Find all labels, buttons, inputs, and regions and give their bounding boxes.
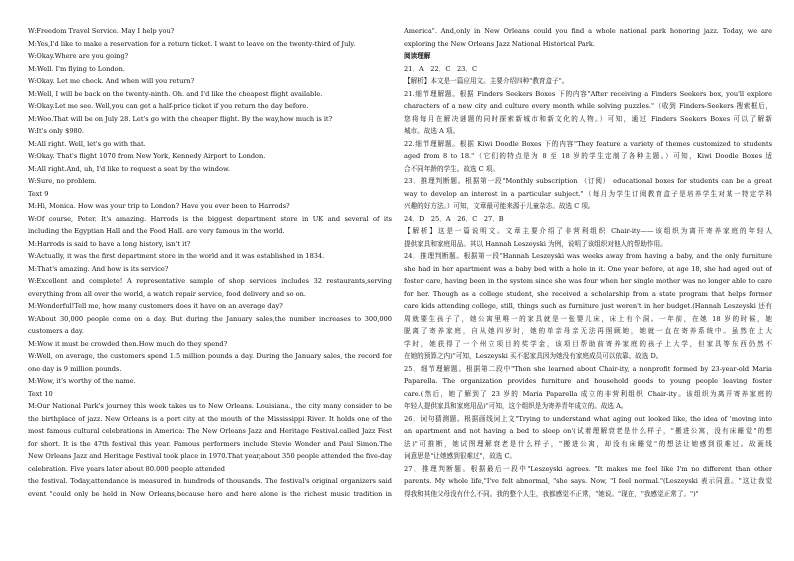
transcript-line: M:All right. Well, let's go with that. <box>28 139 146 148</box>
answer-line: 22.细节理解题。根据 Kiwi Doodle Boxes 下的内容"They feature a variety of themes customized to students <box>404 139 772 148</box>
transcript-line: M:Woo.That will be on July 28. Let's go with the cheaper flight. By the way,how much is it? <box>28 114 333 123</box>
answer-line: 24．推理判断题。根据第一段"Hannah Leszeyski was weeks away from having a baby, and the only furniture <box>404 252 772 260</box>
answer-line: 学时，她获得了一个州立项目的奖学金，该项目帮助前寄养家庭的孩子上大学，但家具等东西仍然不 <box>404 339 772 348</box>
answer-line: 合不同年龄的学生。故选 C 项。 <box>404 164 499 173</box>
transcript-line: M:Wonderful!Tell me, how many customers does it have on an average day? <box>28 302 283 310</box>
answer-line: 兴趣的好方法。）可知，文章最可能来源于儿童杂志。故选 C 项。 <box>404 202 595 210</box>
transcript-line: customers a day. <box>28 327 84 335</box>
transcript-line: one day is 9 million pounds. <box>28 364 122 373</box>
answer-line: 【解析】本文是一篇应用文。主要介绍四种"教育盒子"。 <box>404 77 569 85</box>
answer-line: 周就要生孩子了，她公寓里唯一的家具就是一张婴儿床，床上有个洞。一年前，在她 18 岁的时候，她 <box>404 314 772 323</box>
answer-line: 25．细节理解题。根据第二段中"Then she learned about Chair-ity, a nonprofit formed by 23-year-old Maria <box>404 364 772 373</box>
transcript-line: for short. It is the 47th festival this year. Famous performers include Stevie Wonder and Paul Simon.The <box>28 439 392 448</box>
answer-line: an apartment and not having a bed to sleep on'(试着理解衰老是什么样子，"搬进公寓，没有床睡觉"的想 <box>404 427 772 435</box>
answer-line: foster care, having been in the system since she was four when her single mother was no longer able to care <box>404 277 772 285</box>
listening-transcript-column <box>28 25 392 555</box>
answer-line: care.(然后，她了解到了 23 岁的 Maria Paparella 成立的非营利组织 Chair-ity。该组织为离开寄养家庭的 <box>404 389 772 398</box>
transcript-line: W:Sure, no problem. <box>28 177 97 185</box>
transcript-line: W:Okay.Where are you going? <box>28 52 129 60</box>
answer-line: 26．词句猜测题。根据画线词上文"Trying to understand what aging out looked like, the idea of 'moving into <box>404 414 772 423</box>
transcript-line: M:Wow, it's worthy of the name. <box>28 377 136 385</box>
answer-line: she had in her apartment was a baby bed with a hole in it. One year before, at age 18, she had aged out of <box>404 264 772 273</box>
answer-line: 城市。故选 A 项。 <box>404 127 460 135</box>
answer-line: characters of a new city and culture every month while solving puzzles."（收到 Finders-Seekers 搜索框后， <box>404 102 772 110</box>
transcript-line: event "could only be held in New Orleans,because here and here alone is the richest music tradition in <box>28 489 392 498</box>
transcript-line: W:Well, on average, the customers spend 1.5 million pounds a day. During the January sales, the record for <box>28 352 392 360</box>
answer-line: way to develop an interest in a particular subject."（每月为学生订阅教育盒子是培养学生对某一特定学科 <box>404 189 772 198</box>
answer-line: for her. Though as a college student, she received a scholarship from a state program that helps former <box>404 289 772 298</box>
answer-line: 23．推理判断题。根据第一段"Monthly subscription （订阅） educational boxes for students can be a great <box>404 177 772 185</box>
answer-line: exploring the New Orleans Jazz National Historical Park. <box>404 39 595 48</box>
answer-line: America". And,only in New Orleans could you find a whole national park honoring jazz. Today, we are <box>404 27 772 35</box>
answer-line: 【解析】这是一篇说明文。文章主要介绍了非营利组织 Chair-ity——该组织为离开寄养家庭的年轻人 <box>404 227 772 235</box>
answer-line: care kids attending college, still, things such as furniture just weren't in her budget.(Hannah Leszeyski 还有 <box>404 302 772 310</box>
answer-key-column <box>404 25 772 555</box>
answer-line: 21．A 22．C 23．C <box>404 64 477 73</box>
transcript-line: celebration. Five years later about 80.000 people attended <box>28 464 225 473</box>
transcript-line: M:Our National Park's journey this week takes us to New Orleans. Louisiana., the city many consider to be <box>28 402 392 410</box>
transcript-line: the festival. Today,attendance is measured in hundreds of thousands. The festival's original organizers said <box>28 477 392 485</box>
answer-line: 您将每月在解决谜题的同时探索新城市和新文化的人物。）可知，通过 Finders Seekers Boxes 可以了解新 <box>404 114 772 123</box>
transcript-line: W:About 30,000 people come on a day. But during the January sales,the number increases to 300,000 <box>28 314 392 323</box>
transcript-line: M:All right.And, uh, I'd like to request a seat by the window. <box>28 164 230 173</box>
answer-line: parents. My whole life,"I've felt abnormal, "she says. Now, "I feel normal."(Leszeyski 表示同意。"这让我觉 <box>404 477 772 485</box>
transcript-line: W:It's only $980. <box>28 127 84 135</box>
transcript-line: Text 10 <box>28 389 53 398</box>
transcript-line: M:Wow it must be crowded then.How much do they spend? <box>28 339 228 348</box>
answer-line: 脱离了寄养家庭，自从她四岁时，她的单亲母亲无法再照顾她，她就一直在寄养系统中。虽然在上大 <box>404 327 772 335</box>
transcript-line: M:Well. I'm flying to London. <box>28 64 125 73</box>
answer-line: aged from 8 to 18."（它们的特点是为 8 至 18 岁的学生定制了各种主题。）可知，Kiwi Doodle Boxes 适 <box>404 152 772 160</box>
answer-line: 年轻人提供家具和家庭用品)"可知，这个组织是为寄养青年成立的。故选 A。 <box>404 402 628 410</box>
answer-line: Paparella. The organization provides furniture and household goods to young people leaving foster <box>404 377 772 385</box>
answer-line: 21.细节理解题。根据 Finders Seekers Boxes 下的内容"After receiving a Finders Seekers box, you'll explore <box>404 89 772 98</box>
transcript-line: most famous cultural celebrations in America: The New Orleans Jazz and Heritage Festival.called Jazz Fest <box>28 427 392 435</box>
transcript-line: M:Harrods is said to have a long history, isn't it? <box>28 239 191 248</box>
answer-line: 词意思是"让她感到很难过"，故选 C。 <box>404 452 517 460</box>
transcript-line: M:Well, I will be back on the twenty-ninth. Oh. and I'd like the cheapest flight available. <box>28 89 323 98</box>
answer-line: 阅读理解 <box>404 52 431 60</box>
answer-line: 27．推理判断题。根据最后一段中"Leszeyski agrees. "It makes me feel like I'm no different than other <box>404 464 772 473</box>
transcript-line: M:Hi, Monica. How was your trip to London? Have you ever been to Harrods? <box>28 202 290 210</box>
transcript-line: the birthplace of jazz. New Orleans is a port city at the mouth of the Mississippi River. It holds one of the <box>28 414 392 423</box>
transcript-line: Text 9 <box>28 189 49 198</box>
answer-line: 得我和其他父母没有什么不同。我的整个人生，我都感觉不正常，"她说。"现在，"我感觉正常了。")" <box>404 489 699 498</box>
transcript-line: including the Egyptian Hall and the Food Hall. are very famous in the world. <box>28 227 285 235</box>
transcript-line: New Orleans Jazz and Heritage Festival took place in 1970.That year,about 350 people attended the five-day <box>28 452 392 460</box>
answer-line: 提供家具和家庭用品。其以 Hannah Leszeyski 为例，说明了该组织对他人的帮助作用。 <box>404 239 667 248</box>
answer-line: 在她的预算之内)"可知，Leszeyski 买不起家具因为她没有家庭成员可以依靠。故选 D。 <box>404 352 663 360</box>
answer-line: 24．D 25．A 26．C 27．B <box>404 214 504 223</box>
transcript-line: everything from all over the world, a watch repair service, food delivery and so on. <box>28 289 306 298</box>
transcript-line: W:Freedom Travel Service. May I help you? <box>28 27 175 35</box>
transcript-line: W:Actually, it was the first department store in the world and it was established in 1834. <box>28 252 325 260</box>
answer-line: 法)"可推断，她试图理解衰老是什么样子，"搬进公寓，却没有床睡觉"的想法让她感到很难过。故画线 <box>404 439 772 448</box>
transcript-line: M:That's amazing. And how is its service? <box>28 264 169 273</box>
transcript-line: W:Of course, Peter. It's amazing. Harrods is the biggest department store in UK and several of its <box>28 214 392 223</box>
transcript-line: W:Okay. Let me check. And when will you return? <box>28 77 195 85</box>
transcript-line: W:Excellent and complete! A representative sample of shop services includes 32 restaurants,serving <box>28 277 392 285</box>
transcript-line: W:Okay. That's flight 1070 from New York, Kennedy Airport to London. <box>28 152 266 160</box>
transcript-line: W:Okay.Let me see. Well,you can get a half-price ticket if you return the day before. <box>28 102 309 110</box>
transcript-line: M:Yes,I'd like to make a reservation for a return ticket. I want to leave on the twenty-third of July. <box>28 39 356 48</box>
